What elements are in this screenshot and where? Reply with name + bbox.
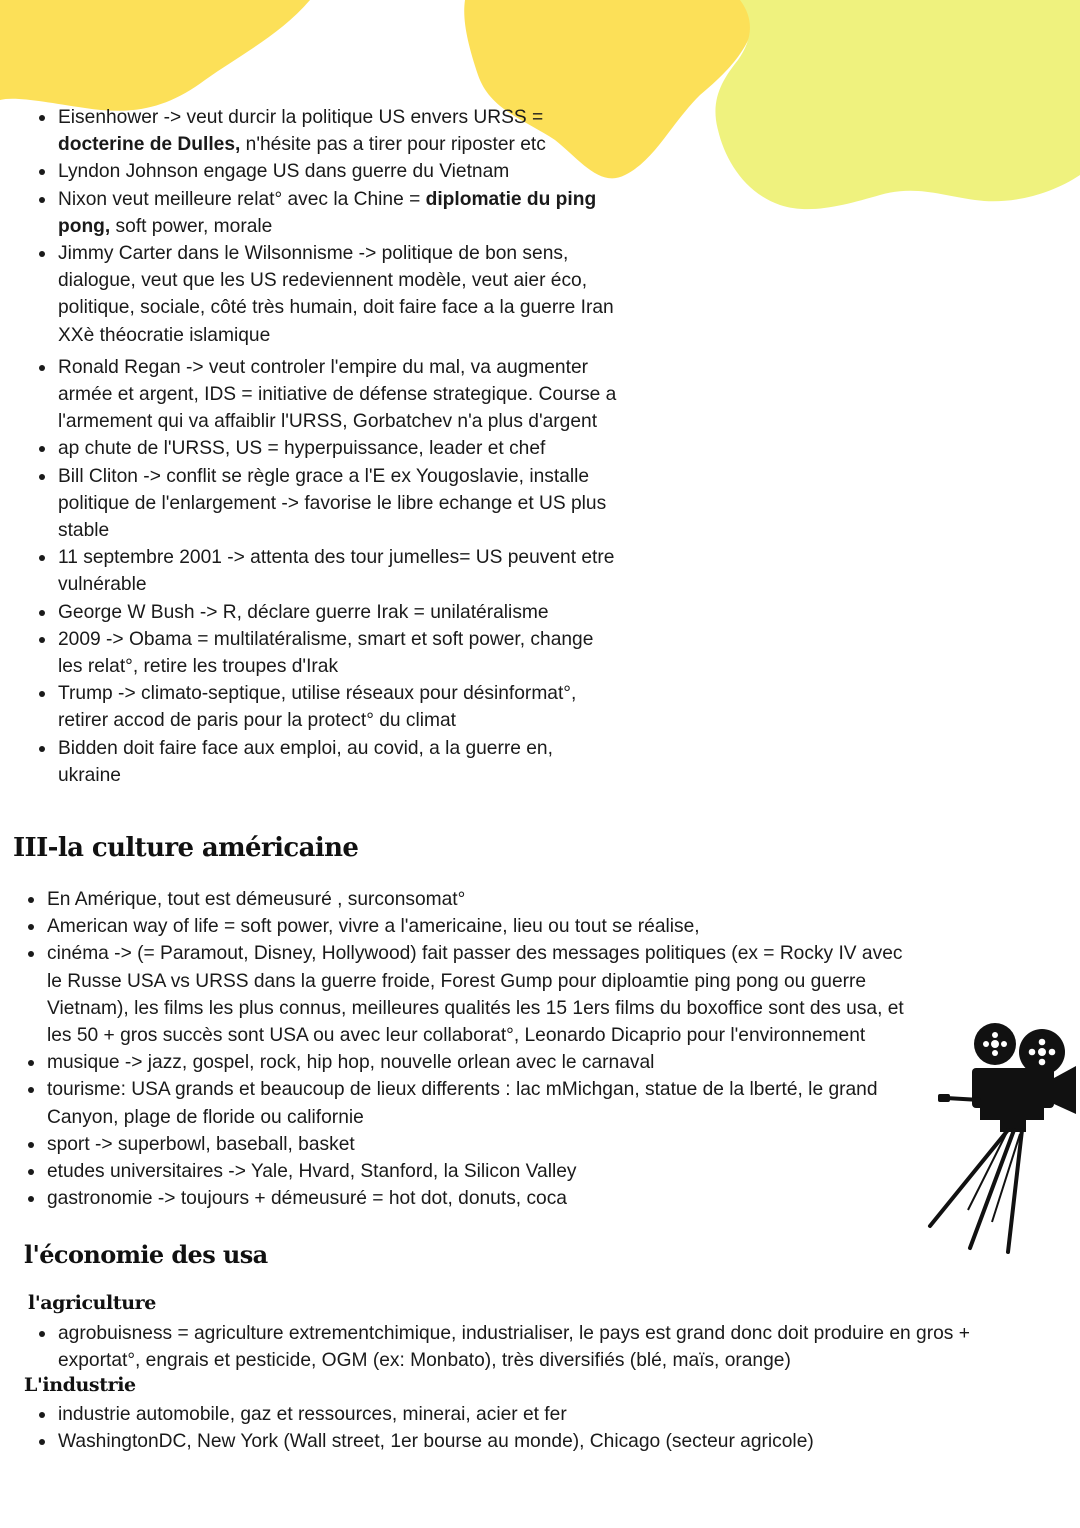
list-item: 2009 -> Obama = multilatéralisme, smart et soft power, change les relat°, retire les troupes d'Irak (58, 626, 618, 680)
list-item: sport -> superbowl, baseball, basket (47, 1131, 917, 1158)
subheading-industrie: L'industrie (24, 1374, 136, 1396)
list-item: American way of life = soft power, vivre a l'americaine, lieu ou tout se réalise, (47, 913, 917, 940)
list-item: Trump -> climato-septique, utilise réseaux pour désinformat°, retirer accod de paris pour la protect° du climat (58, 680, 618, 734)
list-item: ap chute de l'URSS, US = hyperpuissance, leader et chef (58, 435, 618, 462)
list-item: Bidden doit faire face aux emploi, au covid, a la guerre en, ukraine (58, 735, 618, 789)
list-item: Ronald Regan -> veut controler l'empire du mal, va augmenter armée et argent, IDS = initiative de défense strategique. Course a l'armement qui va affaiblir l'URSS, Gorbatchev n'a plus d'argent (58, 354, 618, 436)
list-item: Jimmy Carter dans le Wilsonnisme -> politique de bon sens, dialogue, veut que les US redeviennent modèle, veut aier éco, politique, sociale, côté très humain, doit faire face a la guerre Iran XXè théocratie islamique (58, 240, 618, 349)
politics-list (58, 104, 618, 789)
list-item: gastronomie -> toujours + démeusuré = hot dot, donuts, coca (47, 1185, 917, 1212)
industrie-list (58, 1401, 1018, 1455)
list-item: musique -> jazz, gospel, rock, hip hop, nouvelle orlean avec le carnaval (47, 1049, 917, 1076)
agriculture-list (58, 1320, 1018, 1374)
subheading-agriculture: l'agriculture (28, 1292, 156, 1314)
list-item: 11 septembre 2001 -> attenta des tour jumelles= US peuvent etre vulnérable (58, 544, 618, 598)
list-item: Bill Cliton -> conflit se règle grace a l'E ex Yougoslavie, installe politique de l'enlargement -> favorise le libre echange et US plus stable (58, 463, 618, 545)
list-item: tourisme: USA grands et beaucoup de lieux differents : lac mMichgan, statue de la lberté, le grand Canyon, plage de floride ou californie (47, 1076, 917, 1130)
section-heading-economy: l'économie des usa (24, 1240, 268, 1269)
culture-list (47, 886, 917, 1212)
list-item: WashingtonDC, New York (Wall street, 1er bourse au monde), Chicago (secteur agricole) (58, 1428, 1018, 1455)
list-item: George W Bush -> R, déclare guerre Irak = unilatéralisme (58, 599, 618, 626)
list-item: Lyndon Johnson engage US dans guerre du Vietnam (58, 158, 618, 185)
film-camera-icon (922, 1022, 1080, 1254)
section-heading-culture: III-la culture américaine (13, 833, 359, 863)
list-item: En Amérique, tout est démeusuré , surconsomat° (47, 886, 917, 913)
list-item: etudes universitaires -> Yale, Hvard, Stanford, la Silicon Valley (47, 1158, 917, 1185)
list-item: agrobuisness = agriculture extrementchimique, industrialiser, le pays est grand donc doit produire en gros + exportat°, engrais et pesticide, OGM (ex: Monbato), très diversifiés (blé, maïs, orange) (58, 1320, 1018, 1374)
list-item: industrie automobile, gaz et ressources, minerai, acier et fer (58, 1401, 1018, 1428)
list-item: Nixon veut meilleure relat° avec la Chine = diplomatie du ping pong, soft power, morale (58, 186, 618, 240)
list-item: cinéma -> (= Paramout, Disney, Hollywood) fait passer des messages politiques (ex = Rocky IV avec le Russe USA vs URSS dans la guerre froide, Forest Gump pour diploamtie ping pong ou guerre Vietnam), les films les plus connus, meilleures qualités les 15 1ers films du boxoffice sont des usa, et les 50 + gros succès sont USA ou avec leur collaborat°, Leonardo Dicaprio pour l'environnement (47, 940, 917, 1049)
list-item: Eisenhower -> veut durcir la politique US envers URSS = docterine de Dulles, n'hésite pas a tirer pour riposter etc (58, 104, 618, 158)
